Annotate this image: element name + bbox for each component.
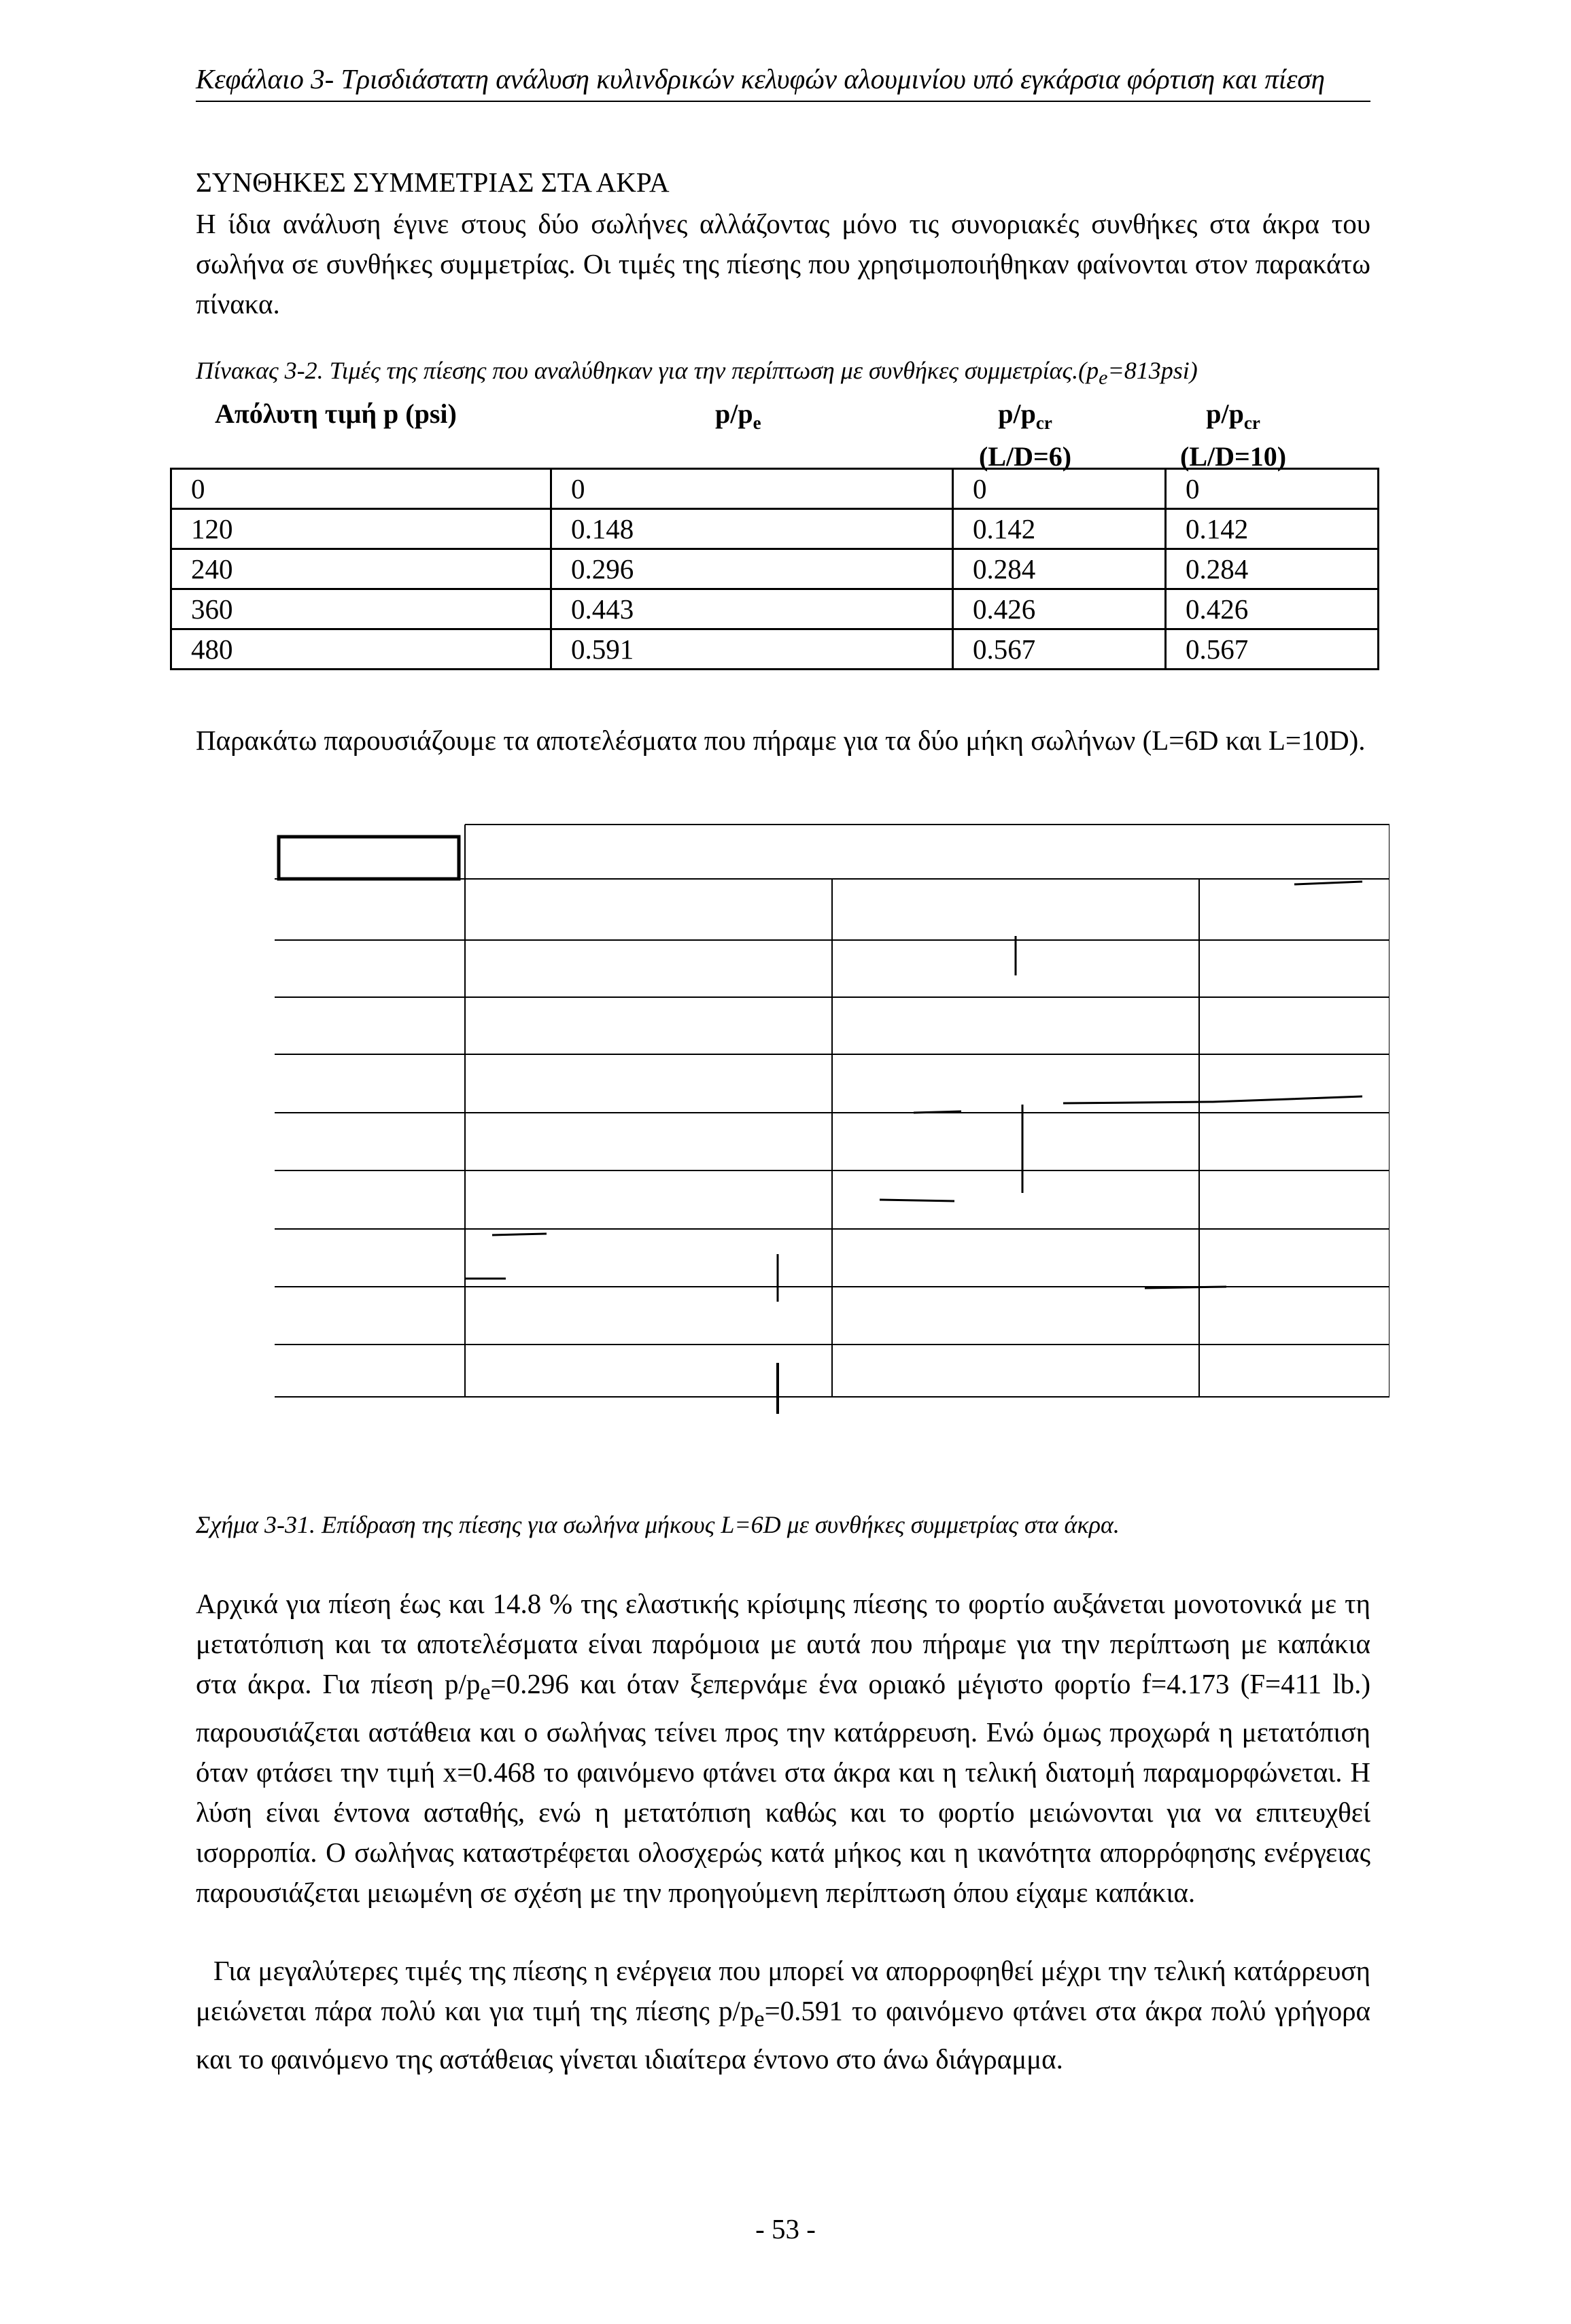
table-cell: 120 [171, 509, 551, 549]
table-cell: 0.426 [1166, 589, 1379, 629]
figure-graph-residue [275, 819, 1389, 1424]
table-cell: 0.284 [953, 549, 1166, 589]
results-intro-paragraph: Παρακάτω παρουσιάζουμε τα αποτελέσματα που πήραμε για τα δύο μήκη σωλήνων (L=6D και L=10D). [196, 725, 1366, 756]
table-cell: 0 [1166, 469, 1379, 509]
table-cell: 480 [171, 629, 551, 670]
figure-curve-fragment [1294, 882, 1362, 884]
table-cell: 0.142 [953, 509, 1166, 549]
table-cell: 0 [953, 469, 1166, 509]
pressure-table [170, 468, 1379, 670]
table-cell: 360 [171, 589, 551, 629]
table-cell: 0 [551, 469, 953, 509]
header-p-pe: $p/p_e$ [715, 398, 761, 433]
figure-curve-fragment [914, 1111, 961, 1113]
table-cell: 0.591 [551, 629, 953, 670]
header-p-pcr-ld10: $p/p_{cr}$ (L/D=10) [1180, 398, 1287, 472]
table-cell: 0.284 [1166, 549, 1379, 589]
table-cell: 0.567 [1166, 629, 1379, 670]
figure-curve-fragment [880, 1200, 954, 1201]
table-cell: 0.426 [953, 589, 1166, 629]
table-cell: 0 [171, 469, 551, 509]
figure-curve-fragment [492, 1234, 547, 1235]
table-row [171, 549, 1379, 589]
figure-caption: Σχήμα 3-31. Επίδραση της πίεσης για σωλήνα μήκους L=6D με συνθήκες συμμετρίας στα άκρα. [196, 1511, 1120, 1538]
table-cell: 0.148 [551, 509, 953, 549]
table-cell: 240 [171, 549, 551, 589]
figure-curve-fragment [1145, 1287, 1226, 1288]
header-rule [196, 101, 1370, 102]
figure-curve-fragment [1063, 1096, 1362, 1103]
table-cell: 0.567 [953, 629, 1166, 670]
table-cell: 0.296 [551, 549, 953, 589]
body-paragraph-1: Αρχικά για πίεση έως και 14.8 % της ελαστικής κρίσιμης πίεσης το φορτίο αυξάνεται μονοτονικά με τη μετατόπιση και τα αποτελέσματα είναι παρόμοια με αυτά που πήραμε για την περίπτωση με καπάκια στα άκρα. Για πίεση $p/p_e=0.296$ και όταν ξεπερνάμε ένα οριακό μέγιστο φορτίο f=4.173 (F=411 lb.) παρουσιάζεται αστάθεια και ο σωλήνας τείνει προς την κατάρρευση. Ενώ όμως προχωρά η μετατόπιση όταν φτάσει την τιμή x=0.468 το φαινόμενο φτάνει στα άκρα και η τελική διατομή παραμορφώνεται. Η λύση είναι έντονα ασταθής, ενώ η μετατόπιση καθώς και το φορτίο μειώνονται για να επιτευχθεί ισορροπία. Ο σωλήνας καταστρέφεται ολοσχερώς κατά μήκος και η ικανότητα απορρόφησης ενέργειας παρουσιάζεται μειωμένη σε σχέση με την προηγούμενη περίπτωση όπου είχαμε καπάκια. [196, 1588, 1371, 1909]
table-cell: 0.443 [551, 589, 953, 629]
table-row [171, 509, 1379, 549]
header-absolute-pressure: Απόλυτη τιμή p (psi) [215, 398, 457, 429]
page-header: Κεφάλαιο 3- Τρισδιάστατη ανάλυση κυλινδρικών κελυφών αλουμινίου υπό εγκάρσια φόρτιση και πίεση [196, 63, 1325, 94]
table-caption: Πίνακας 3-2. Τιμές της πίεσης που αναλύθηκαν για την περίπτωση με συνθήκες $\sigma\upsilon\mu\mu\varepsilon\tau\rho ί\alpha\varsigma.(p_e=813psi)$ [196, 357, 1198, 389]
section-heading: ΣΥΝΘΗΚΕΣ ΣΥΜΜΕΤΡΙΑΣ ΣΤΑ ΑΚΡΑ [196, 167, 670, 198]
intro-paragraph: Η ίδια ανάλυση έγινε στους δύο σωλήνες αλλάζοντας μόνο τις συνοριακές συνθήκες στα άκρα του σωλήνα σε συνθήκες συμμετρίας. Οι τιμές της πίεσης που χρησιμοποιήθηκαν φαίνονται στον παρακάτω πίνακα. [196, 208, 1370, 319]
body-paragraph-2: Για μεγαλύτερες τιμές της πίεσης η ενέργεια που μπορεί να απορροφηθεί μέχρι την τελική κατάρρευση μειώνεται πάρα πολύ και για τιμή της πίεσης $p/p_e=0.591$ το φαινόμενο φτάνει στα άκρα πολύ γρήγορα και το φαινόμενο της αστάθειας γίνεται ιδιαίτερα έντονο στο άνω διάγραμμα. [196, 1955, 1371, 2075]
table-row [171, 629, 1379, 670]
table-row [171, 469, 1379, 509]
page-number: - 53 - [755, 2213, 816, 2244]
table-row [171, 589, 1379, 629]
header-p-pcr-ld6: $p/p_{cr}$ (L/D=6) [979, 398, 1072, 472]
table-cell: 0.142 [1166, 509, 1379, 549]
figure-legend-box [279, 837, 459, 879]
